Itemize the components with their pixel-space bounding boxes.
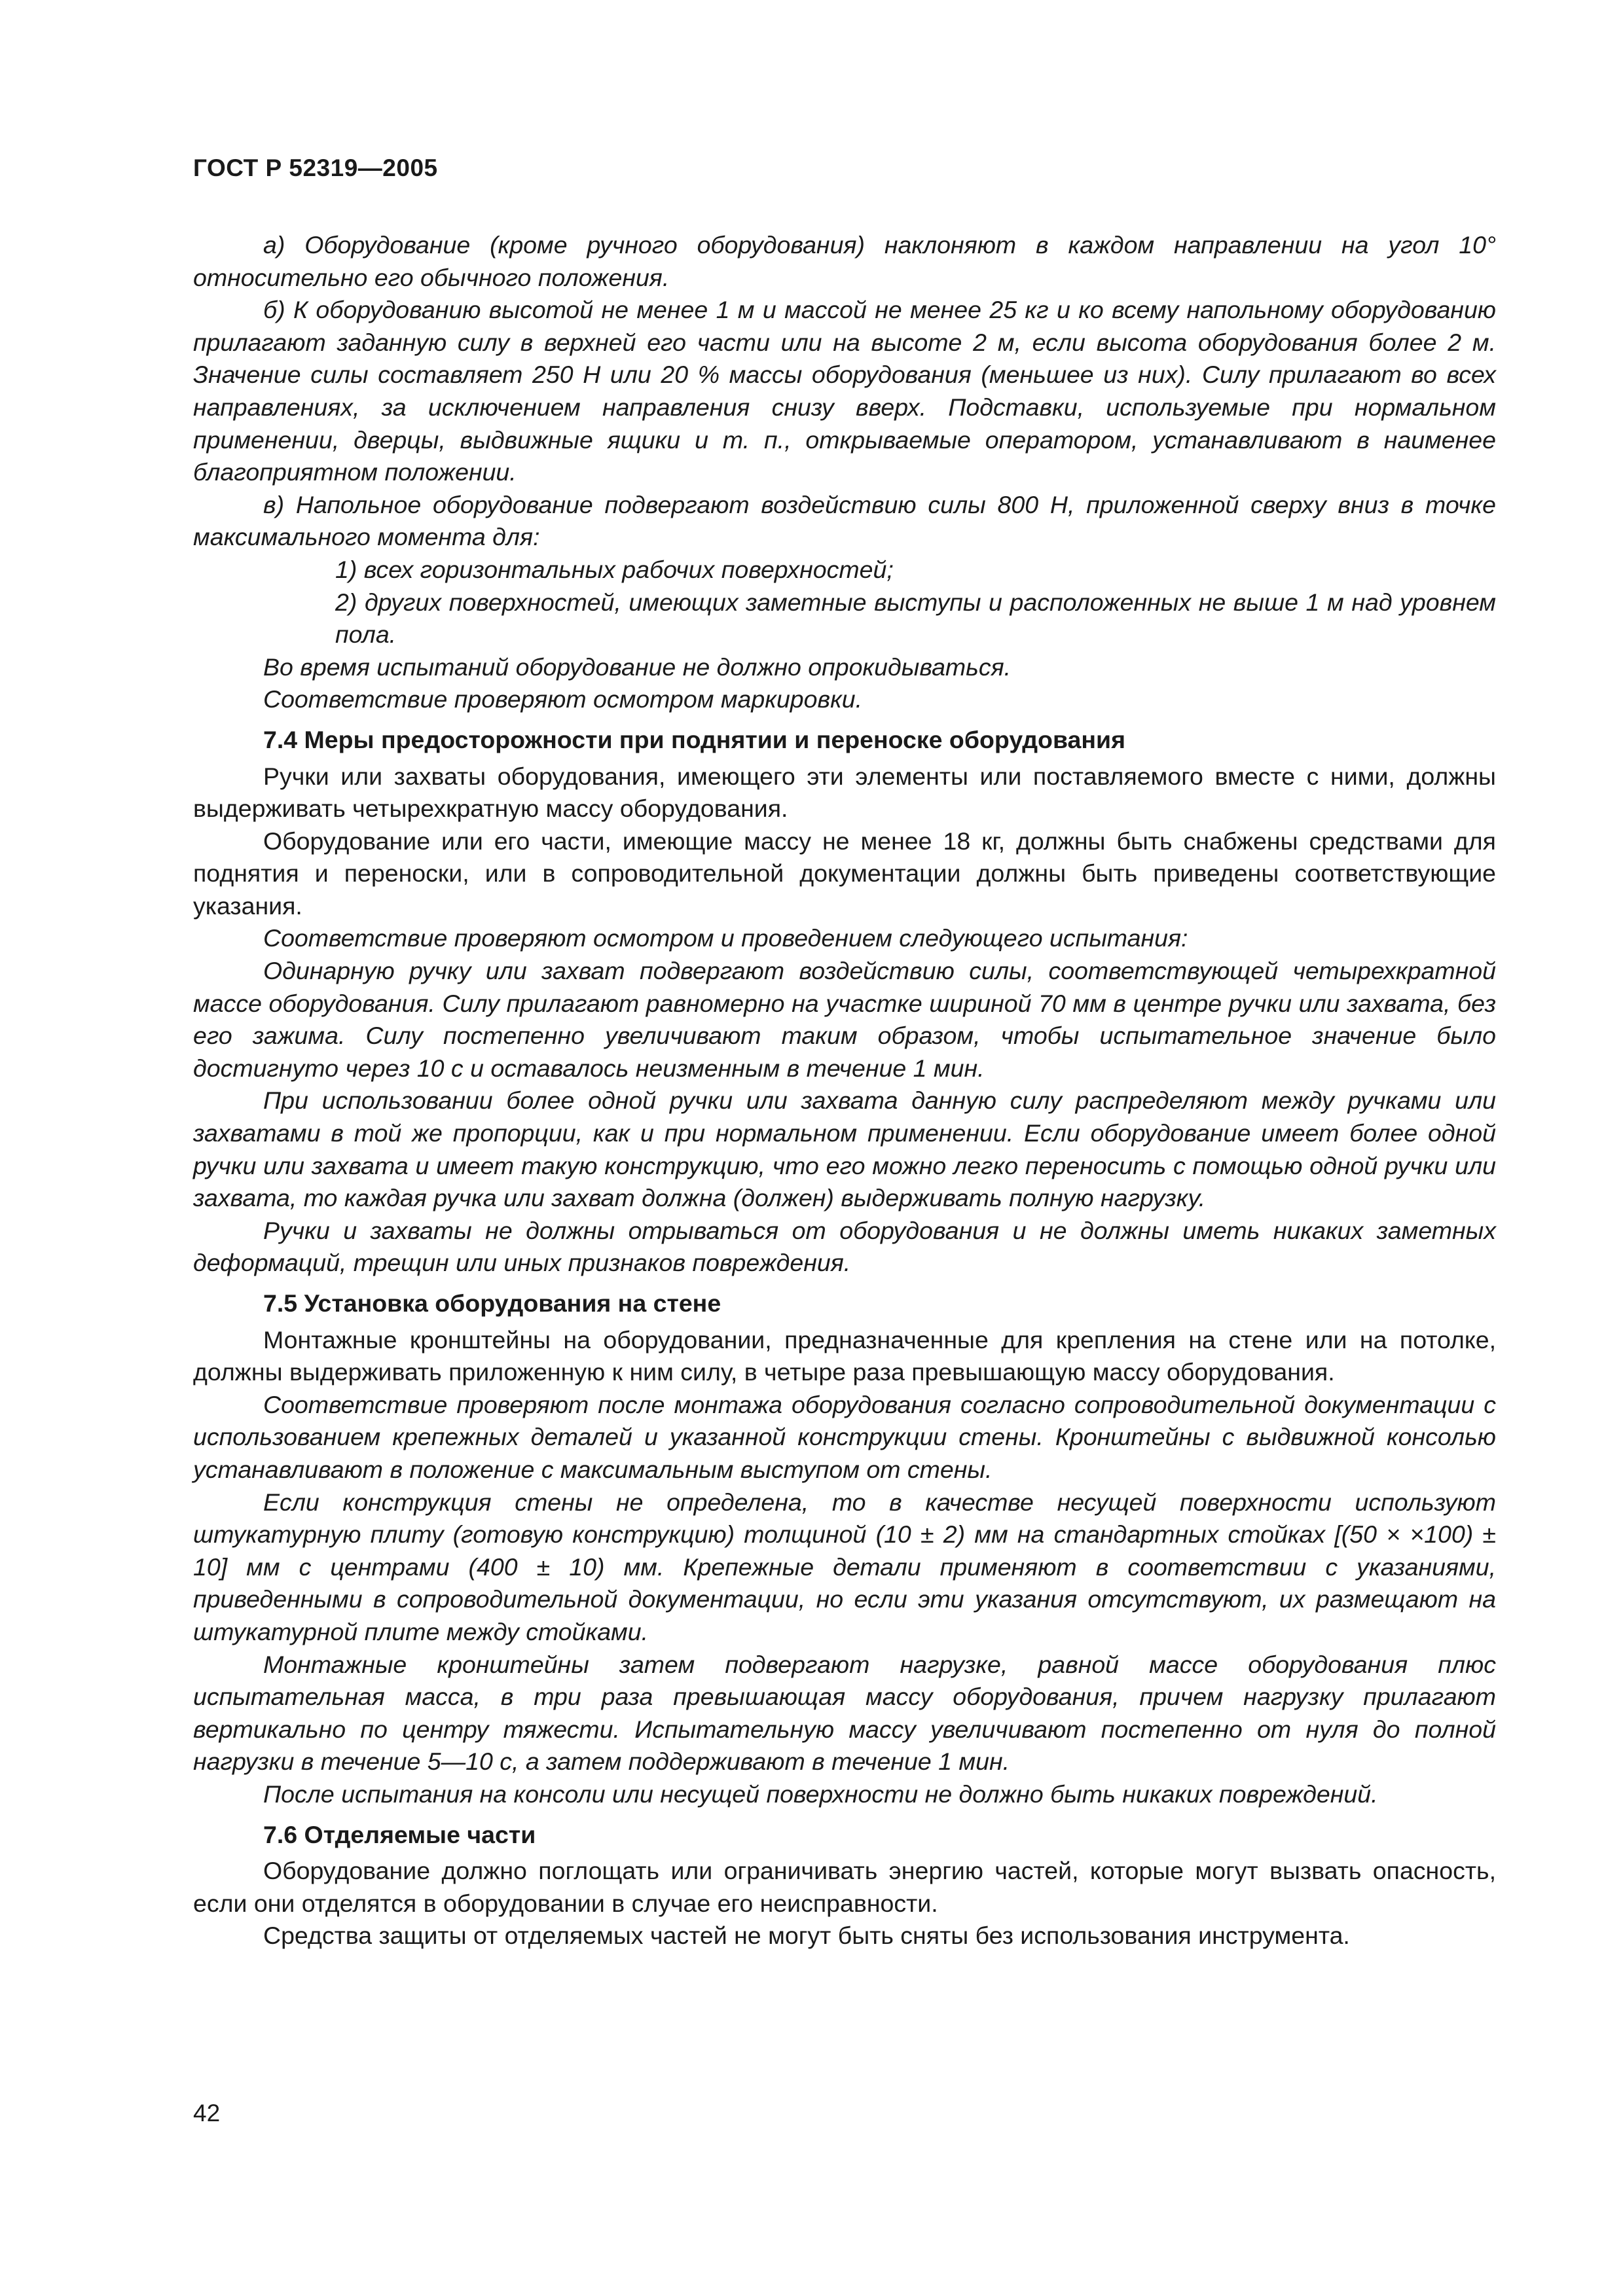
paragraph-a: а) Оборудование (кроме ручного оборудования) наклоняют в каждом направлении на угол 10° относительно его обычного положения. — [193, 231, 1496, 291]
section-7-6-paragraph: Оборудование должно поглощать или ограничивать энергию частей, которые могут вызвать опасность, если они отделятся в оборудовании в случае его неисправности. — [193, 1857, 1496, 1917]
section-7-6-paragraph: Средства защиты от отделяемых частей не могут быть сняты без использования инструмента. — [263, 1922, 1350, 1950]
section-7-4-paragraph: Ручки или захваты оборудования, имеющего эти элементы или поставляемого вместе с ними, должны выдерживать четырехкратную массу оборудования. — [193, 762, 1496, 823]
list-item-text: 2) других поверхностей, имеющих заметные выступы и расположенных не выше 1 м над уровнем пола. — [335, 588, 1496, 649]
section-7-5-italic-paragraph: Соответствие проверяют после монтажа оборудования согласно сопроводительной документации с использованием крепежных деталей и указанной конструкции стены. Кронштейны с выдвижной консолью устанавливают в положение с максимальным выступом от стены. — [193, 1390, 1496, 1483]
list-item — [193, 586, 1496, 651]
section-7-5-italic-paragraph: Если конструкция стены не определена, то в качестве несущей поверхности используют штукатурную плиту (готовую конструкцию) толщиной (10 ± 2) мм на стандартных стойках [(50 × ×100) ± 10] мм с центрами (400 ± 10) мм. Крепежные детали применяют в соответствии с указаниями, приведенными в сопроводительной документации, но если эти указания отсутствуют, их размещают на штукатурной плите между стойками. — [193, 1488, 1496, 1645]
page-content — [193, 229, 1496, 1952]
section-7-5-italic-paragraph: Монтажные кронштейны затем подвергают нагрузке, равной массе оборудования плюс испытательная масса, в три раза превышающая массу оборудования, причем нагрузку прилагают вертикально по центру тяжести. Испытательную массу увеличивают постепенно от нуля до полной нагрузки в течение 5—10 с, а затем поддерживают в течение 1 мин. — [193, 1650, 1496, 1776]
section-7-4-heading: 7.4 Меры предосторожности при поднятии и переноске оборудования — [263, 725, 1125, 753]
section-7-4-paragraph: Оборудование или его части, имеющие массу не менее 18 кг, должны быть снабжены средствами для поднятия и переноски, или в сопроводительной документации должны быть приведены соответствующие указания. — [193, 827, 1496, 920]
no-tipping-note: Во время испытаний оборудование не должно опрокидываться. — [263, 653, 1012, 681]
list-item — [193, 554, 1496, 586]
paragraph-b: б) К оборудованию высотой не менее 1 м и массой не менее 25 кг и ко всему напольному оборудованию прилагают заданную силу в верхней его части или на высоте 2 м, если высота оборудования более 2 м. Значение силы составляет 250 Н или 20 % массы оборудования (меньшее из них). Силу прилагают во всех направлениях, за исключением направления снизу вверх. Подставки, используемые при нормальном применении, дверцы, выдвижные ящики и т. п., открываемые оператором, устанавливают в наименее благоприятном положении. — [193, 296, 1496, 486]
section-7-4-italic-paragraph: Одинарную ручку или захват подвергают воздействию силы, соответствующей четырехкратной массе оборудования. Силу прилагают равномерно на участке шириной 70 мм в центре ручки или захвата, без его зажима. Силу постепенно увеличивают таким образом, чтобы испытательное значение было достигнуто через 10 с и оставалось неизменным в течение 1 мин. — [193, 957, 1496, 1082]
section-7-5-italic-paragraph: После испытания на консоли или несущей поверхности не должно быть никаких повреждений. — [263, 1780, 1378, 1808]
paragraph-v: в) Напольное оборудование подвергают воздействию силы 800 Н, приложенной сверху вниз в точке максимального момента для: — [193, 490, 1496, 551]
document-code: ГОСТ Р 52319—2005 — [193, 154, 438, 181]
list-item-text: 1) всех горизонтальных рабочих поверхностей; — [335, 555, 894, 583]
section-7-5-paragraph: Монтажные кронштейны на оборудовании, предназначенные для крепления на стене или на потолке, должны выдерживать приложенную к ним силу, в четыре раза превышающую массу оборудования. — [193, 1325, 1496, 1386]
section-7-4-italic-paragraph: При использовании более одной ручки или захвата данную силу распределяют между ручками или захватами в той же пропорции, как и при нормальном применении. Если оборудование имеет более одной ручки или захвата и имеет такую конструкцию, что его можно легко переносить с помощью одной ручки или захвата, то каждая ручка или захват должна (должен) выдерживать полную нагрузку. — [193, 1086, 1496, 1212]
section-7-4-italic-paragraph: Ручки и захваты не должны отрываться от оборудования и не должны иметь никаких заметных деформаций, трещин или иных признаков повреждения. — [193, 1216, 1496, 1277]
section-7-5-heading: 7.5 Установка оборудования на стене — [263, 1289, 721, 1317]
marking-check-note: Соответствие проверяют осмотром маркировки. — [263, 685, 863, 713]
page-number: 42 — [193, 2100, 221, 2126]
section-7-6-heading: 7.6 Отделяемые части — [263, 1820, 536, 1848]
section-7-4-italic-paragraph: Соответствие проверяют осмотром и проведением следующего испытания: — [263, 924, 1188, 952]
